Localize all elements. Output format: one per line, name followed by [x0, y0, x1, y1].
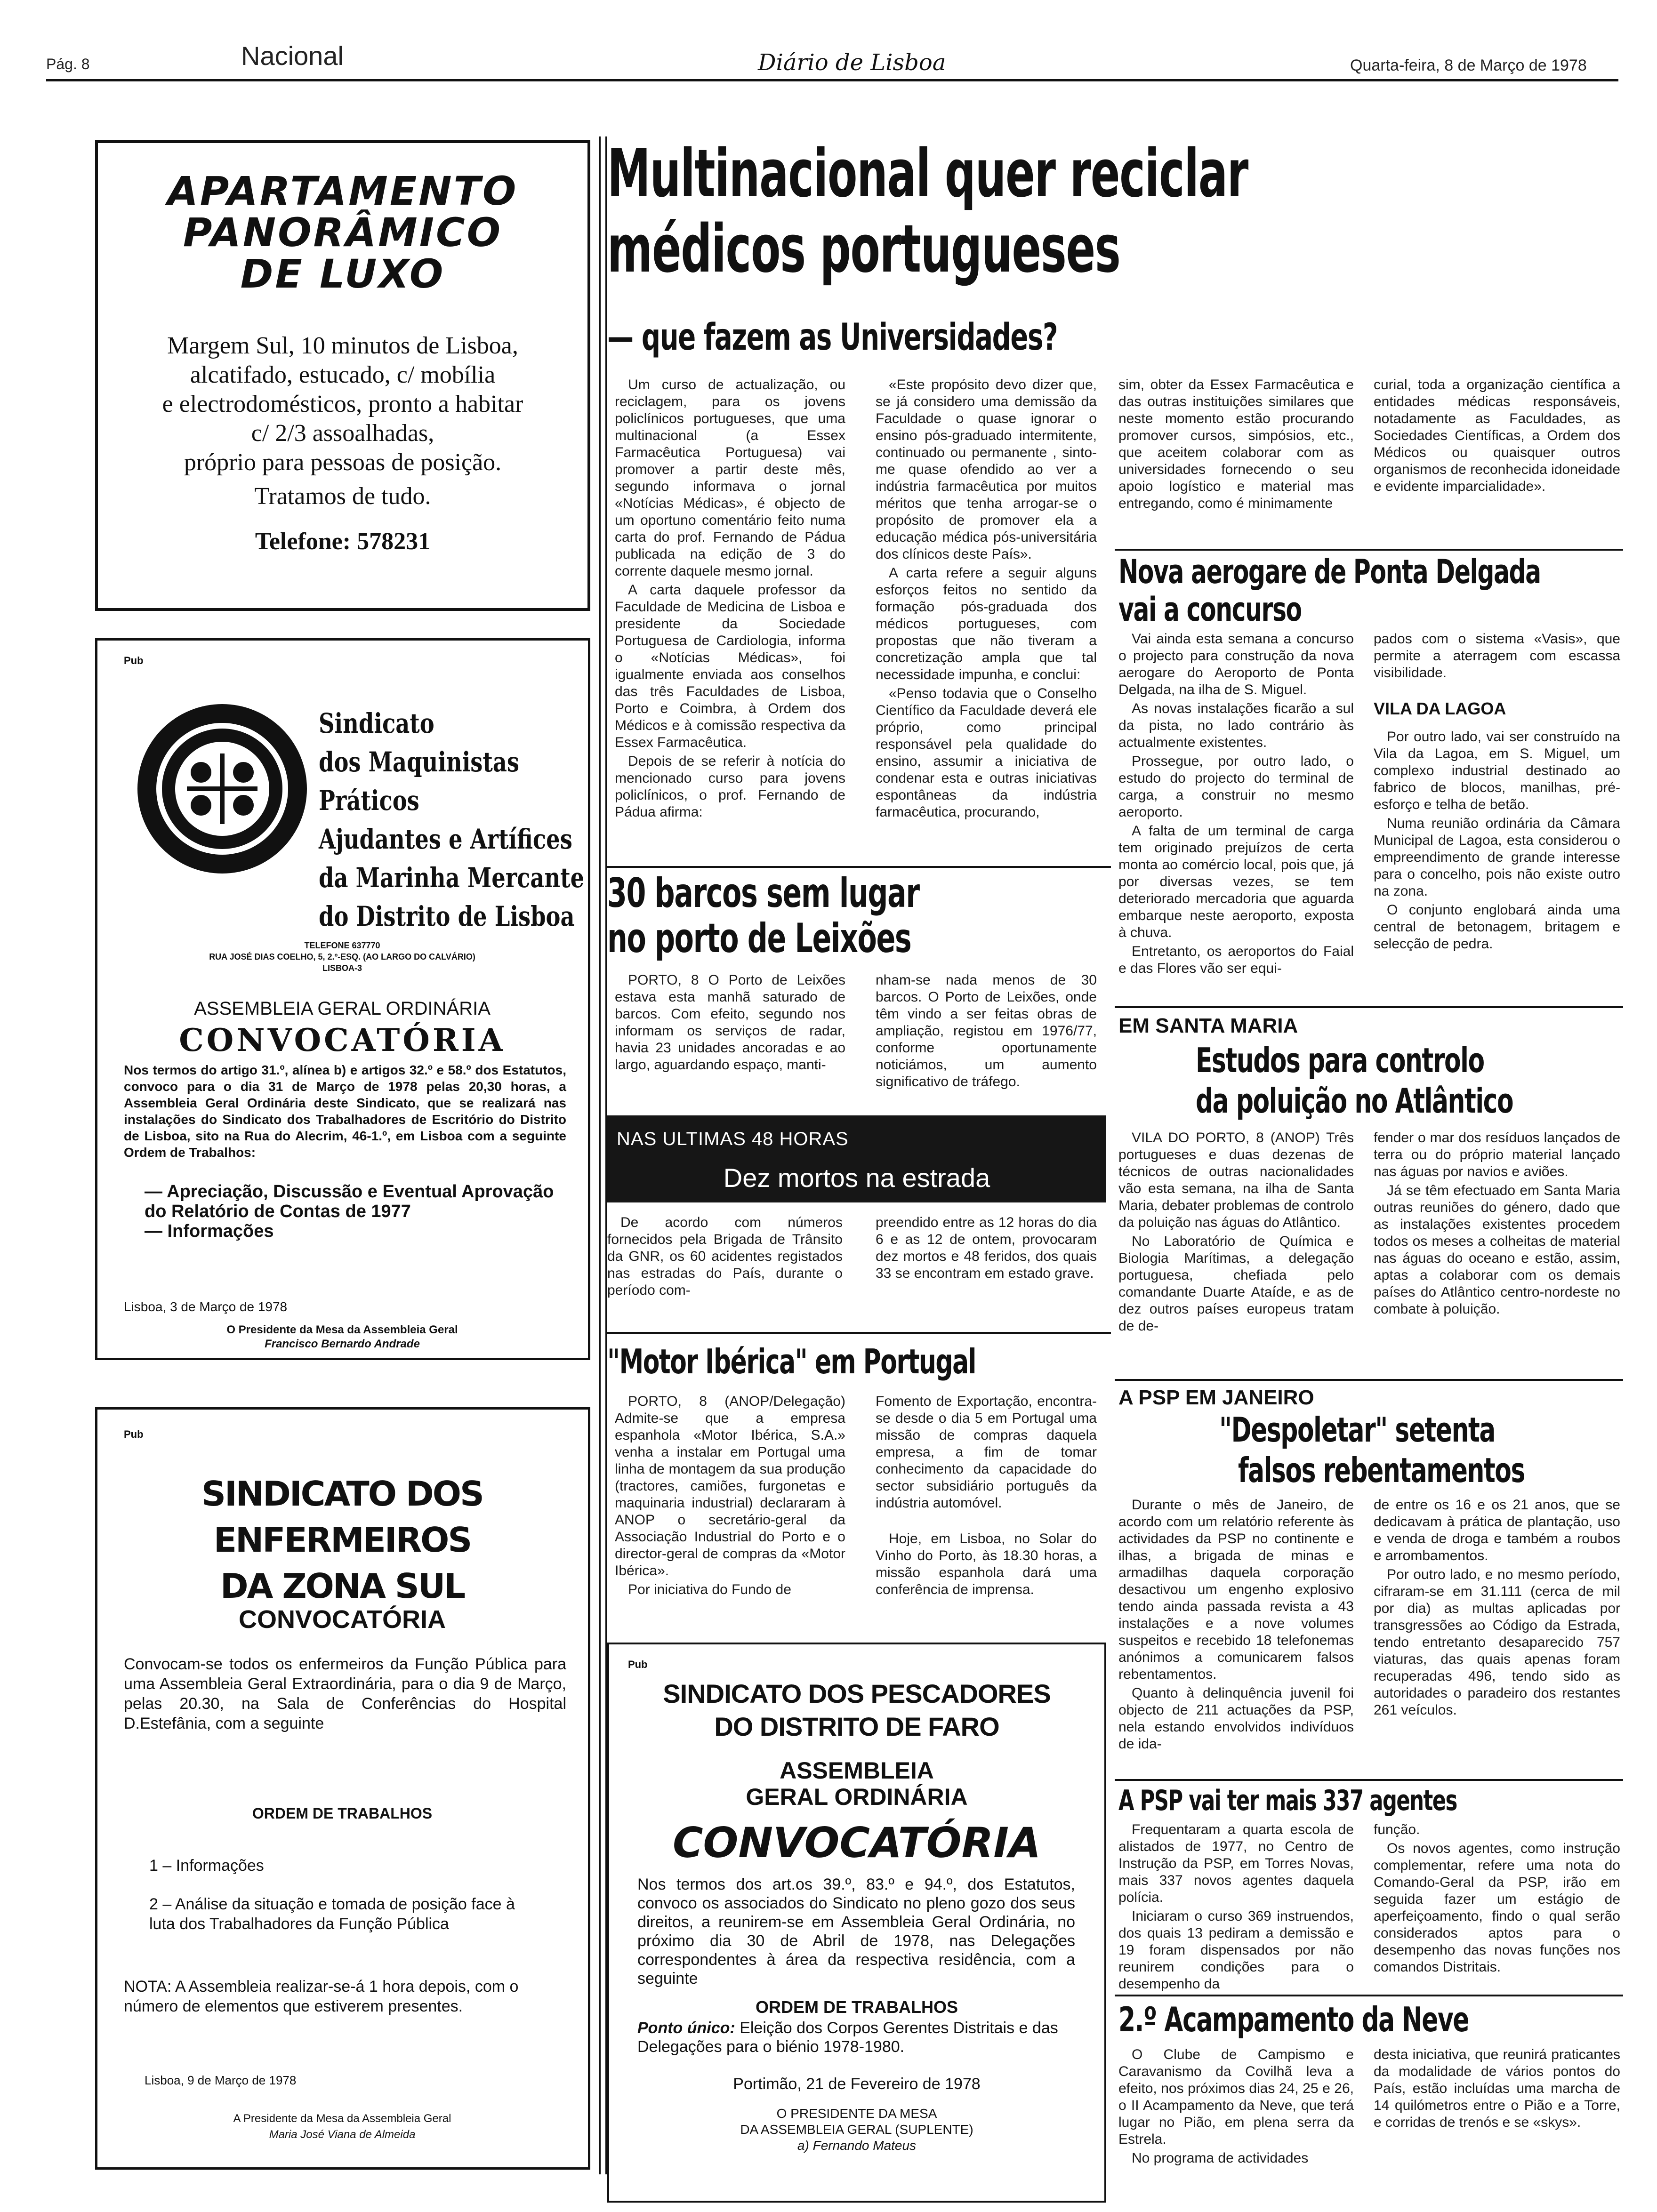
article-column [876, 1393, 1097, 1600]
pub-label: Pub [628, 1659, 648, 1670]
article-paragraph: «Penso todavia que o Conselho Científico da Faculdade deverá ele próprio, como principal responsável pela qualidade do ensino, assumir a iniciativa de condenar esta e outras iniciativas espontâneas da indústria farmacêutica, procurando, [876, 686, 1097, 820]
article-paragraph: de entre os 16 e os 21 anos, que se dedicavam à prática de plantação, uso e venda de droga e também a roubos e arrombamentos. [1374, 1497, 1620, 1563]
ad-text: Margem Sul, 10 minutos de Lisboa, [167, 332, 518, 359]
article-column [607, 1214, 843, 1301]
article-paragraph: Entretanto, os aeroportos do Faial e das Flores vão ser equi- [1118, 944, 1354, 976]
note: NOTA: A Assembleia realizar-se-á 1 hora depois, com o número de elementos que estiverem presentes. [124, 1978, 519, 2015]
article-column [1374, 1497, 1620, 1721]
article-paragraph: PORTO, 8 (ANOP/Delegação) Admite-se que a empresa espanhola «Motor Ibérica, S.A.» venha a instalar em Portugal uma linha de montagem da sua produção (tractores, camiões, furgonetas e maquinaria industrial) declararam à ANOP o secretário-geral da Associação Industrial do Porto e o director-geral de compras da «Motor Ibérica». [615, 1394, 845, 1579]
notice-date: Portimão, 21 de Fevereiro de 1978 [733, 2075, 981, 2093]
article-paragraph: Um curso de actualização, ou reciclagem, para os jovens policlínicos portugueses, que uma multinacional (a Essex Farmacêutica Portuguesa) vai promover a partir deste mês, segundo informava o jornal «Notícias Médicas», é objecto de um oportuno comentário feito numa carta do prof. Fernando de Pádua publicada na edição de 3 do corrente daquele mesmo jornal. [615, 377, 845, 579]
article-headline: A PSP vai ter mais 337 agentes [1118, 1784, 1457, 1817]
ad-maquinistas [95, 638, 590, 1360]
article-column [876, 1214, 1097, 1284]
article-kicker: A PSP EM JANEIRO [1118, 1386, 1314, 1409]
article-paragraph: PORTO, 8 O Porto de Leixões estava esta manhã saturado de barcos. Com efeito, segundo nos informam os serviços de radar, havia 23 unidades ancoradas e ao largo, aguardando espaço, manti- [615, 972, 845, 1073]
ad-text: e electrodomésticos, pronto a habitar [162, 391, 523, 417]
article-paragraph: função. [1374, 1822, 1420, 1837]
article-paragraph: O conjunto englobará ainda uma central de betonagem, britagem e selecção de pedra. [1374, 902, 1620, 952]
article-paragraph: No Laboratório de Química e Biologia Marítimas, a delegação portuguesa, chefiada pelo comandante Duarte Ataíde, e as de dez outros países europeus tratam de de- [1118, 1234, 1354, 1334]
ad-enfermeiros [95, 1407, 590, 2170]
article-column [876, 377, 1097, 823]
article-paragraph: sim, obter da Essex Farmacêutica e das outras instituições similares que neste momento estão procurando promover cursos, simpósios, etc., que aceitem colaborar com as universidades fornecendo o seu apoio logístico e material mas entregando, como é minimamente [1118, 377, 1354, 511]
article-column [876, 972, 1097, 1092]
article-column [1374, 2046, 1620, 2133]
union-address: RUA JOSÉ DIAS COELHO, 5, 2.º-ESQ. (AO LARGO DO CALVÁRIO) [209, 952, 475, 962]
ad-pescadores [607, 1643, 1106, 2203]
convocatoria-heading: CONVOCATÓRIA [239, 1605, 446, 1634]
main-headline: médicos portugueses [607, 211, 1120, 288]
article-subheading: VILA DA LAGOA [1374, 699, 1506, 718]
main-subheadline: — que fazem as Universidades? [607, 316, 1058, 359]
article-headline: Estudos para controlo [1196, 1041, 1484, 1080]
article-column [1374, 377, 1620, 497]
article-headline: da poluição no Atlântico [1196, 1081, 1513, 1121]
signature-title: O Presidente da Mesa da Assembleia Geral [226, 1323, 458, 1336]
signature-name: Francisco Bernardo Andrade [265, 1338, 420, 1350]
article-paragraph: pados com o sistema «Vasis», que permite a aterragem com escassa visibilidade. [1374, 631, 1620, 681]
article-column [1118, 1130, 1354, 1337]
article-paragraph: Quanto à delinquência juvenil foi objecto de 211 actuações da PSP, nela estando envolvidos indivíduos de ida- [1118, 1685, 1354, 1752]
article-paragraph: Iniciaram o curso 369 instruendos, dos quais 13 pediram a demissão e 19 foram dispensados por não reunirem condições para o desempenho da [1118, 1908, 1354, 1992]
article-paragraph: A falta de um terminal de carga tem originado prejuízos de certa monta ao comércio local, pois que, já por diversas vezes, se tem deteriorado mercadoria que aguarda embarque neste aeroporto, exposta à chuva. [1118, 823, 1354, 940]
news-banner [607, 1115, 1106, 1202]
union-title: SINDICATO DOS PESCADORES [663, 1679, 1051, 1708]
article-paragraph: Os novos agentes, como instrução complementar, refere uma nota do Comando-Geral da PSP, irão em seguida fazer um estágio de aperfeiçoamento, findo o qual serão considerados aptos para o desempenho das novas funções nos comandos Distritais. [1374, 1841, 1620, 1975]
article-paragraph: nham-se nada menos de 30 barcos. O Porto de Leixões, onde têm vindo a ser feitas obras de ampliação, registou em 1976/77, conforme oportunamente noticiámos, um aumento significativo de tráfego. [876, 972, 1097, 1090]
article-paragraph: O Clube de Campismo e Caravanismo da Covilhã leva a efeito, nos próximos dias 24, 25 e 26, o II Acampamento da Neve, que terá lugar no Pião, em plena serra da Estrela. [1118, 2047, 1354, 2147]
banner-title: Dez mortos na estrada [723, 1163, 990, 1193]
union-name: da Marinha Mercante [319, 862, 585, 894]
article-paragraph: De acordo com números fornecidos pela Brigada de Trânsito da GNR, os 60 acidentes registados nas estradas do País, durante o período com- [607, 1215, 843, 1298]
article-paragraph: Prossegue, por outro lado, o estudo do projecto do terminal de carga, a construir no mesmo aeroporto. [1118, 753, 1354, 820]
agenda-heading: ORDEM DE TRABALHOS [756, 1997, 958, 2017]
agenda-item: 1 – Informações [149, 1857, 264, 1875]
signature-title: A Presidente da Mesa da Assembleia Geral [233, 2112, 451, 2125]
article-column [1374, 1821, 1620, 1978]
assembly-heading: ASSEMBLEIA [780, 1757, 934, 1784]
article-paragraph: A carta refere a seguir alguns esforços feitos no sentido da formação pós-graduada dos médicos portugueses, com propostas que não tiveram a concretização ampla que tal necessidade impunha, e conclui: [876, 565, 1097, 682]
agenda-item: 2 – Análise da situação e tomada de posição face à luta dos Trabalhadores da Função Pública [149, 1895, 515, 1933]
ad-text: Tratamos de tudo. [254, 483, 431, 510]
convocation-body: Nos termos dos art.os 39.º, 83.º e 94.º, dos Estatutos, convoco os associados do Sindicato no pleno gozo dos seus direitos, a reunirem-se em Assembleia Geral Ordinária, no próximo dia 30 de Abril de 1978, nas Delegações correspondentes à área da respectiva residência, com a seguinte [637, 1875, 1075, 1988]
convocation-body: Convocam-se todos os enfermeiros da Função Pública para uma Assembleia Geral Extraordinária, para o dia 9 de Março, pelas 20.30, na Sala de Conferências do Hospital D.Estefânia, com a seguinte [124, 1655, 566, 1732]
article-paragraph: Durante o mês de Janeiro, de acordo com um relatório referente às actividades da PSP no continente e ilhas, a brigada de minas e armadilhas daquela corporação desactivou um engenho explosivo tendo ainda passada revista a 43 instalações e a nove volumes suspeitos e recebido 18 telefonemas anónimos a comunicarem falsos rebentamentos. [1118, 1497, 1354, 1682]
union-name: do Distrito de Lisboa [319, 900, 575, 932]
article-headline: "Motor Ibérica" em Portugal [607, 1342, 976, 1381]
article-headline: vai a concurso [1118, 590, 1302, 629]
assembly-heading: ASSEMBLEIA GERAL ORDINÁRIA [194, 998, 491, 1019]
ad-text: próprio para pessoas de posição. [184, 449, 502, 476]
article-column [1374, 1130, 1620, 1320]
ad-text: alcatifado, estucado, c/ mobília [190, 361, 496, 388]
agenda-heading: ORDEM DE TRABALHOS [252, 1805, 433, 1822]
article-headline: 2.º Acampamento da Neve [1118, 2000, 1469, 2039]
agenda-item: — Informações [145, 1221, 274, 1241]
signature-name: a) Fernando Mateus [797, 2138, 917, 2153]
article-paragraph: fender o mar dos resíduos lançados de terra ou do próprio material lançado nas águas por navios e aviões. [1374, 1130, 1620, 1179]
signature-title: DA ASSEMBLEIA GERAL (SUPLENTE) [740, 2122, 973, 2137]
article-paragraph: «Este propósito devo dizer que, se já considero uma demissão da Faculdade o quase ignorar o ensino pós-graduado intermitente, continuado ou permanente , sinto-me quase ofendido ao ver a indústria farmacêutica por muitos méritos que tenha arrogar-se o propósito de promover ela a educação médica pós-universitária dos clínicos deste País». [876, 377, 1097, 562]
article-paragraph: Numa reunião ordinária da Câmara Municipal de Lagoa, esta considerou o empreendimento de grande interesse para o concelho, pois não existe outro na zona. [1374, 816, 1620, 899]
ad-title-line3: DE LUXO [240, 251, 445, 297]
signature-name: Maria José Viana de Almeida [269, 2128, 416, 2141]
article-column [615, 377, 845, 823]
article-paragraph: Depois de se referir à notícia do mencionado curso para jovens policlínicos, o prof. Fernando de Pádua afirma: [615, 753, 845, 820]
article-paragraph: Hoje, em Lisboa, no Solar do Vinho do Porto, às 18.30 horas, a missão espanhola dará uma conferência de imprensa. [876, 1531, 1097, 1597]
article-paragraph: No programa de actividades [1132, 2150, 1309, 2166]
signature-title: O PRESIDENTE DA MESA [776, 2106, 937, 2121]
union-seal-icon [135, 702, 309, 876]
article-paragraph: Por outro lado, vai ser construído na Vila da Lagoa, em S. Miguel, um complexo industrial destinado ao fabrico de blocos, manilhas, pré-esforço e telha de betão. [1374, 729, 1620, 812]
union-address: LISBOA-3 [322, 963, 362, 973]
article-paragraph: VILA DO PORTO, 8 (ANOP) Três portugueses e duas dezenas de técnicos de outras nacionalidades vão esta semana, na ilha de Santa Maria, debater problemas de controlo da poluição nas águas do Atlântico. [1118, 1130, 1354, 1230]
article-kicker: EM SANTA MARIA [1118, 1014, 1298, 1037]
article-headline: "Despoletar" setenta [1219, 1410, 1495, 1450]
article-column [1118, 1497, 1354, 1755]
article-paragraph: Fomento de Exportação, encontra-se desde o dia 5 em Portugal uma missão de compras daquela empresa, a fim de tomar conhecimento da capacidade do sector subsidiário português da indústria automóvel. [876, 1394, 1097, 1511]
union-name: Sindicato [319, 707, 434, 739]
convocatoria-heading: CONVOCATÓRIA [672, 1819, 1041, 1867]
section-rule [1115, 1006, 1623, 1008]
notice-date: Lisboa, 3 de Março de 1978 [124, 1299, 288, 1314]
section-rule [1115, 1779, 1623, 1781]
main-headline: Multinacional quer reciclar [607, 136, 1248, 212]
section-rule [1115, 549, 1623, 551]
ad-text: c/ 2/3 assoalhadas, [251, 420, 434, 447]
pub-label: Pub [124, 655, 144, 666]
union-title: DO DISTRITO DE FARO [714, 1712, 999, 1741]
agenda-item: — Apreciação, Discussão e Eventual Aprovação do Relatório de Contas de 1977 [145, 1182, 554, 1221]
ad-title-line2: PANORÂMICO [183, 209, 503, 256]
union-title: DA ZONA SUL [220, 1566, 465, 1606]
article-column [1118, 1821, 1354, 1995]
ad-title-line1: APARTAMENTO [167, 168, 518, 214]
ad-phone: Telefone: 578231 [255, 528, 431, 555]
article-paragraph: A carta daquele professor da Faculdade de Medicina de Lisboa e presidente da Sociedade Portuguesa de Cardiologia, informa o «Notícias Médicas», foi igualmente enviada aos conselhos das três Faculdades de Lisboa, Porto e Coimbra, à Ordem dos Médicos e à comissão respectiva da Essex Farmacêutica. [615, 582, 845, 750]
article-paragraph: preendido entre as 12 horas do dia 6 e as 12 de ontem, provocaram dez mortos e 48 feridos, dos quais 33 se encontram em estado grave. [876, 1215, 1097, 1281]
article-paragraph: As novas instalações ficarão a sul da pista, no lado contrário às actualmente existentes. [1118, 701, 1354, 750]
agenda-item: Eleição dos Corpos Gerentes Distritais e das Delegações para o biénio 1978-1980. [637, 2019, 1058, 2056]
section-rule [1115, 1379, 1623, 1381]
section-name: Nacional [241, 41, 344, 71]
article-headline: Nova aerogare de Ponta Delgada [1118, 553, 1541, 591]
article-paragraph: Vai ainda esta semana a concurso o projecto para construção da nova aerogare do Aeroporto de Ponta Delgada, na ilha de S. Miguel. [1118, 631, 1354, 697]
article-column [1374, 631, 1620, 954]
masthead: Diário de Lisboa [758, 49, 946, 76]
section-rule [1115, 1995, 1623, 1996]
article-headline: 30 barcos sem lugar [607, 870, 919, 917]
article-headline: falsos rebentamentos [1238, 1451, 1525, 1490]
agenda-label: Ponto único: [637, 2019, 735, 2037]
union-phone: TELEFONE 637770 [304, 941, 380, 950]
article-column [615, 1393, 845, 1600]
convocatoria-heading: CONVOCATÓRIA [179, 1022, 506, 1058]
article-paragraph: curial, toda a organização científica a entidades médicas responsáveis, notadamente as Faculdades, as Sociedades Científicas, a Ordem dos Médicos ou quaisquer outros organismos de reconhecida idoneidade e evidente imparcialidade». [1374, 377, 1620, 494]
assembly-heading: GERAL ORDINÁRIA [746, 1784, 968, 1810]
column-rule [599, 136, 601, 2174]
ad-apartamento [95, 140, 590, 611]
article-column [1118, 631, 1354, 979]
section-rule [607, 1332, 1111, 1334]
article-headline: no porto de Leixões [607, 915, 911, 962]
header-rule [46, 79, 1618, 81]
article-paragraph: desta iniciativa, que reunirá praticantes da modalidade de vários pontos do País, estão incluídas uma marcha de 14 quilómetros entre o Pião e a Torre, e corridas de trenós e se «skys». [1374, 2047, 1620, 2130]
article-paragraph: Por iniciativa do Fundo de [628, 1582, 791, 1597]
article-paragraph: Por outro lado, e no mesmo período, cifraram-se em 31.111 (cerca de mil por dia) as multas aplicadas por transgressões ao Código da Estrada, tendo entretanto desaparecido 757 viaturas, das quais apenas foram recuperadas 496, tendo sido as autoridades o paradeiro dos restantes 261 veículos. [1374, 1567, 1620, 1718]
union-name: Ajudantes e Artífices [319, 823, 572, 855]
article-paragraph: Já se têm efectuado em Santa Maria outras reuniões do género, dado que as instalações existentes procedem todos os meses a colheitas de material nas águas do oceano e estão, assim, aptas a colaborar com os demais países do Atlântico centro-nordeste no combate à poluição. [1374, 1183, 1620, 1317]
page-number: Pág. 8 [46, 56, 90, 72]
issue-date: Quarta-feira, 8 de Março de 1978 [1350, 56, 1587, 74]
article-column [1118, 377, 1354, 514]
banner-kicker: NAS ULTIMAS 48 HORAS [617, 1129, 849, 1149]
notice-date: Lisboa, 9 de Março de 1978 [145, 2073, 297, 2087]
article-column [1118, 2046, 1354, 2169]
pub-label: Pub [124, 1428, 144, 1440]
article-column [615, 972, 845, 1075]
union-name: dos Maquinistas Práticos [319, 746, 520, 817]
section-rule [607, 866, 1111, 868]
convocation-body: Nos termos do artigo 31.º, alínea b) e artigos 32.º e 58.º dos Estatutos, convoco para o dia 31 de Março de 1978 pelas 20,30 horas, a Assembleia Geral Ordinária deste Sindicato, que se realizará nas instalações do Sindicato dos Trabalhadores de Escritório do Distrito de Lisboa, sito na Rua do Alecrim, 46-1.º, em Lisboa com a seguinte Ordem de Trabalhos: [124, 1063, 566, 1160]
article-paragraph: Frequentaram a quarta escola de alistados de 1977, no Centro de Instrução da PSP, em Torres Novas, mais 337 novos agentes daquela polícia. [1118, 1822, 1354, 1905]
union-title: SINDICATO DOS ENFERMEIROS [201, 1474, 483, 1560]
